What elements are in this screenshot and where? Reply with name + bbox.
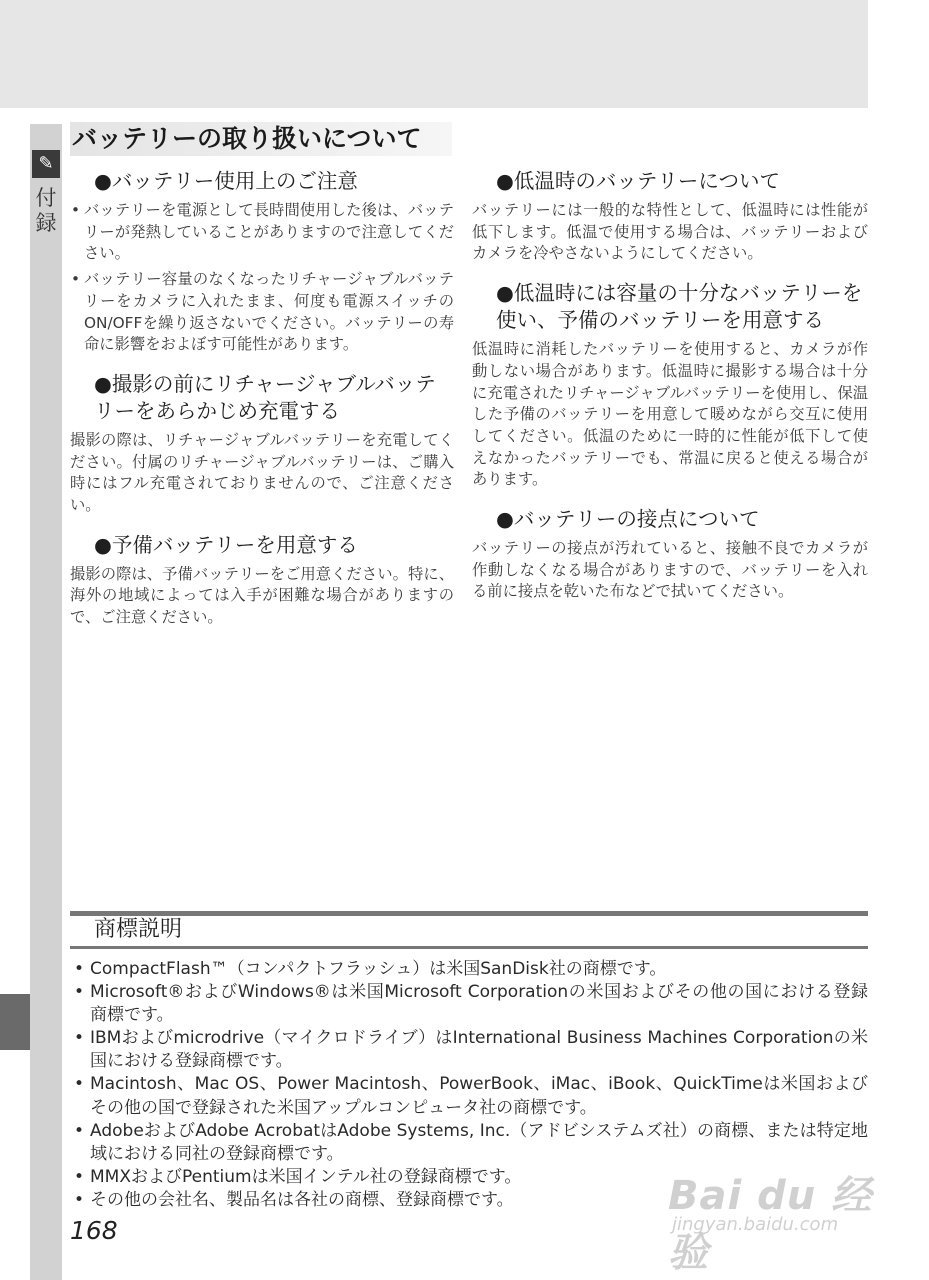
list-item: • AdobeおよびAdobe AcrobatはAdobe Systems, Inc.（アドビシステムズ社）の商標、または特定地域における同社の登録商標です。 (70, 1120, 868, 1166)
battery-caution-list (70, 200, 454, 356)
watermark-url: jingyan.baidu.com (672, 1214, 839, 1235)
list-item: • Microsoft®およびWindows®は米国Microsoft Corporationの米国およびその他の国における登録商標です。 (70, 981, 868, 1027)
page-number: 168 (70, 1216, 118, 1245)
page-title: バッテリーの取り扱いについて (70, 122, 452, 156)
list-item: • バッテリーを電源として長時間使用した後は、バッテリーが発熱していることがありますので注意してください。 (70, 200, 454, 265)
section-heading-low-temp: ●低温時のバッテリーについて (496, 169, 780, 193)
section-text-contacts: バッテリーの接点が汚れていると、接触不良でカメラが作動しなくなる場合がありますので、バッテリーを入れる前に接点を乾いた布などで拭いてください。 (472, 539, 868, 601)
section-heading-precharge: ●撮影の前にリチャージャブルバッテリーをあらかじめ充電する (94, 371, 436, 423)
side-tab-strip (30, 124, 62, 1280)
side-tab-label: 付録 (35, 186, 57, 235)
section-text-precharge: 撮影の際は、リチャージャブルバッテリーを充電してください。付属のリチャージャブルバッテリーは、ご購入時にはフル充電されておりませんので、ご注意ください。 (70, 430, 454, 515)
section-text-low-temp: バッテリーには一般的な特性として、低温時には性能が低下します。低温で使用する場合は、バッテリーおよびカメラを冷やさないようにしてください。 (472, 201, 868, 263)
list-item: • バッテリー容量のなくなったリチャージャブルバッテリーをカメラに入れたまま、何度も電源スイッチのON/OFFを繰り返さないでください。バッテリーの寿命に影響をおよぼす可能性があります。 (70, 269, 454, 356)
list-item: • IBMおよびmicrodrive（マイクロドライブ）はInternational Business Machines Corporationの米国における登録商標です。 (70, 1027, 868, 1073)
section-heading-contacts: ●バッテリーの接点について (496, 507, 760, 532)
section-text-spare-battery: 撮影の際は、予備バッテリーをご用意ください。特に、海外の地域によっては入手が困難な場合がありますので、ご注意ください。 (70, 564, 454, 627)
list-item: • Macintosh、Mac OS、Power Macintosh、PowerBook、iMac、iBook、QuickTimeは米国およびその他の国で登録された米国アップルコンピュータ社の商標です。 (70, 1073, 868, 1119)
section-heading-low-temp-capacity: ●低温時には容量の十分なバッテリーを使い、予備のバッテリーを用意する (496, 281, 863, 333)
right-column (472, 168, 868, 618)
top-gray-band (0, 0, 868, 108)
section-heading-battery-caution: ●バッテリー使用上のご注意 (94, 169, 358, 193)
list-item: • CompactFlash™（コンパクトフラッシュ）は米国SanDisk社の商標です。 (70, 958, 868, 981)
baidu-watermark (660, 1140, 875, 1276)
list-item: • MMXおよびPentiumは米国インテル社の登録商標です。 (70, 1166, 868, 1189)
watermark-brand: Bai du 经验 (668, 1173, 873, 1276)
trademark-bottom-rule (70, 946, 868, 949)
section-text-low-temp-capacity: 低温時に消耗したバッテリーを使用すると、カメラが作動しない場合があります。低温時に撮影する場合は十分に充電されたリチャージャブルバッテリーを使用し、保温した予備のバッテリーを用意して暖めながら交互に使用してください。低温のために一時的に性能が低下して使えなかったバッテリーでも、常温に戻ると使える場合があります。 (472, 340, 868, 489)
list-item: • その他の会社名、製品名は各社の商標、登録商標です。 (70, 1189, 868, 1212)
section-heading-spare-battery: ●予備バッテリーを用意する (94, 532, 358, 557)
pen-icon: ✎ (32, 150, 60, 178)
trademark-title: 商標説明 (94, 917, 183, 942)
trademark-top-rule (70, 911, 868, 916)
left-column (70, 168, 454, 644)
side-dark-marker (0, 994, 30, 1050)
